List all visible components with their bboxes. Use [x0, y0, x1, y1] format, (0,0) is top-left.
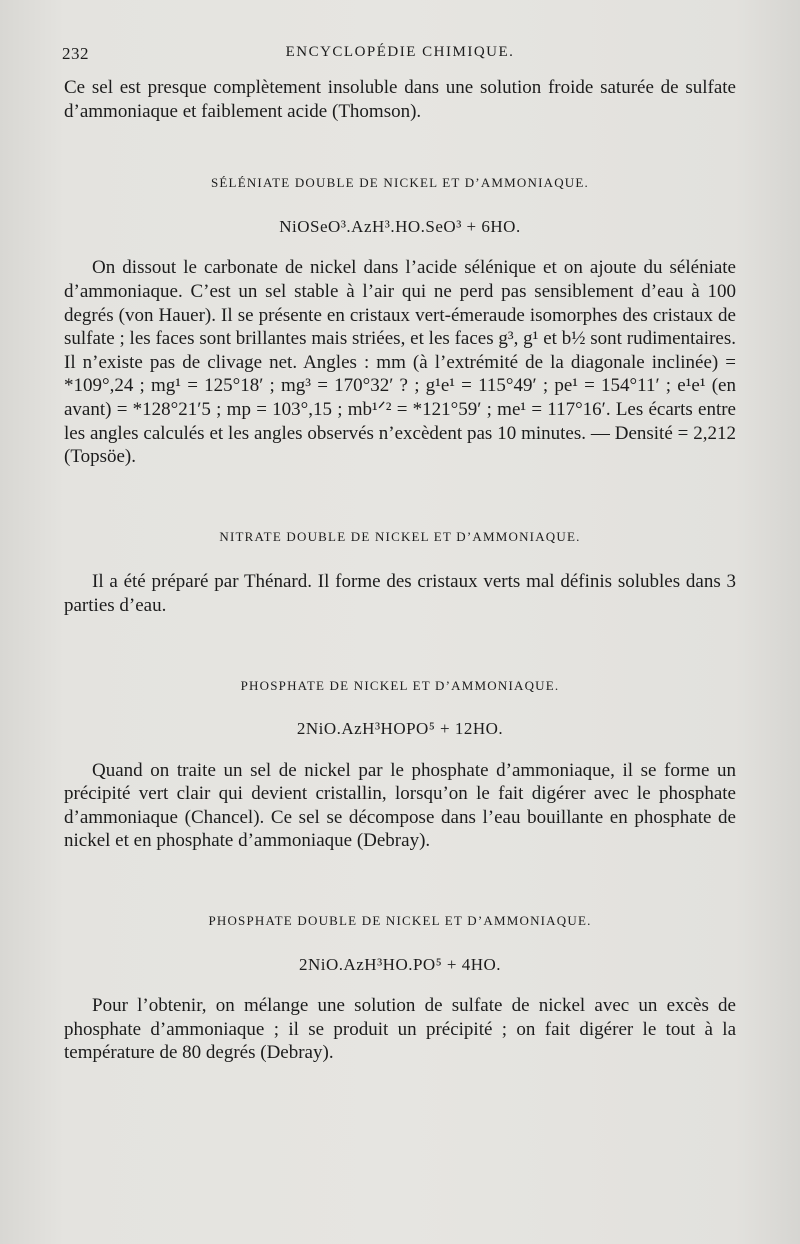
section-heading-nitrate: NITRATE DOUBLE DE NICKEL ET D’AMMONIAQUE.: [219, 528, 581, 544]
section-heading-seleniate: SÉLÉNIATE DOUBLE DE NICKEL ET D’AMMONIAQUE.: [210, 175, 589, 191]
section-heading-phosphate: PHOSPHATE DE NICKEL ET D’AMMONIAQUE.: [240, 677, 560, 693]
page-content: [64, 76, 736, 1065]
paragraph-phosphate: Quand on traite un sel de nickel par le phosphate d’ammoniaque, il se forme un précipité vert clair qui devient cristallin, lorsqu’on le fait digérer avec le phosphate d’ammoniaque (Chancel). Ce sel se décompose dans l’eau bouillante en phosphate de nickel et en phosphate d’ammoniaque (Debray).: [64, 759, 736, 852]
paragraph-phosphate-double: Pour l’obtenir, on mélange une solution de sulfate de nickel avec un excès de phosphate d’ammoniaque ; il se produit un précipité ; on fait digérer le tout à la température de 80 degrés (Debray).: [64, 995, 736, 1064]
section-heading-phosphate-double: PHOSPHATE DOUBLE DE NICKEL ET D’AMMONIAQUE.: [208, 913, 592, 929]
running-title: ENCYCLOPÉDIE CHIMIQUE.: [285, 44, 515, 60]
page-header: [62, 44, 738, 68]
formula-phosphate: 2NiO.AzH³HOPO⁵ + 12HO.: [296, 719, 504, 739]
page-number: 232: [62, 44, 89, 63]
intro-paragraph: Ce sel est presque complètement insoluble dans une solution froide saturée de sulfate d’ammoniaque et faiblement acide (Thomson).: [64, 77, 736, 122]
formula-phosphate-double: 2NiO.AzH³HO.PO⁵ + 4HO.: [298, 954, 502, 974]
paragraph-nitrate: Il a été préparé par Thénard. Il forme des cristaux verts mal définis solubles dans 3 parties d’eau.: [64, 571, 736, 616]
formula-seleniate: NiOSeO³.AzH³.HO.SeO³ + 6HO.: [279, 216, 521, 236]
paragraph-seleniate: On dissout le carbonate de nickel dans l’acide sélénique et on ajoute du séléniate d’ammoniaque. C’est un sel stable à l’air qui ne perd pas sensiblement d’eau à 100 degrés (von Hauer). Il se présente en cristaux vert-émeraude isomorphes des cristaux de sulfate ; les faces sont brillantes mais striées, et les faces g³, g¹ et b½ sont rudimentaires. Il n’existe pas de clivage net. Angles : mm (à l’extrémité de la diagonale inclinée) = *109°,24 ; mg¹ = 125°18′ ; mg³ = 170°32′ ? ; g¹e¹ = 115°49′ ; pe¹ = 154°11′ ; e¹e¹ (en avant) = *128°21′5 ; mp = 103°,15 ; mb¹ᐟ² = *121°59′ ; me¹ = 117°16′. Les écarts entre les angles calculés et les angles observés n’excèdent pas 10 minutes. — Densité = 2,212 (Topsöe).: [64, 257, 736, 468]
